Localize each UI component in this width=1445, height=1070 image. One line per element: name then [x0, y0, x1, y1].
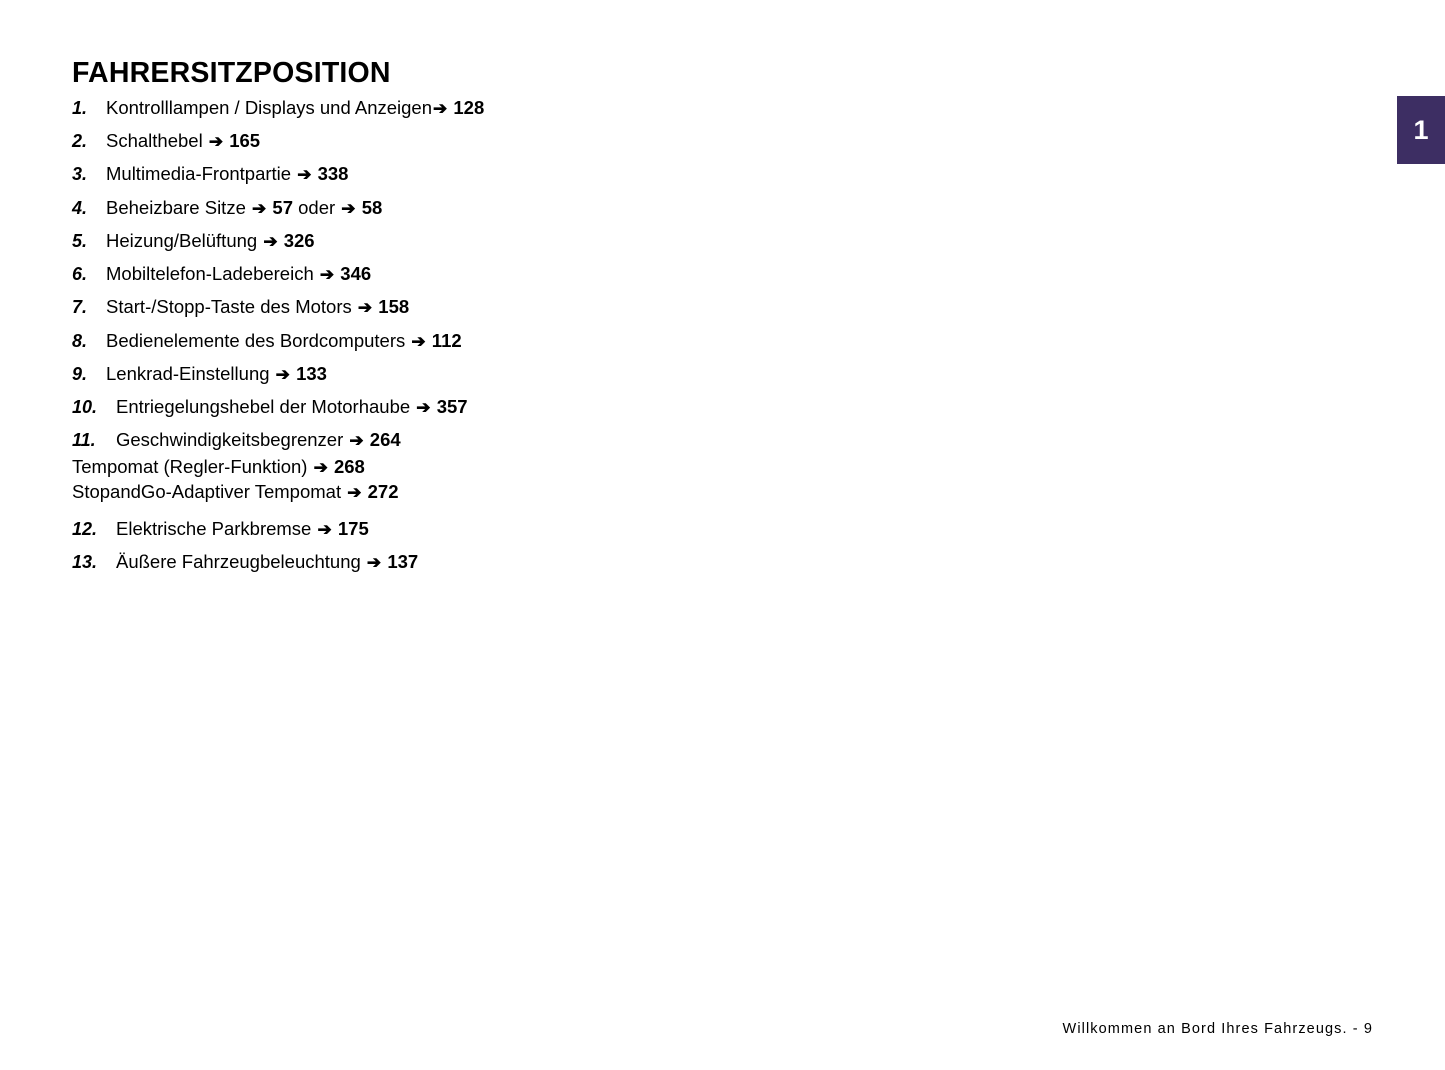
list-item-page: 137: [387, 551, 419, 573]
chapter-number-tab: [1397, 96, 1445, 164]
arrow-icon: ➔: [366, 553, 382, 573]
list-item-number: 8.: [72, 330, 88, 351]
arrow-icon: ➔: [317, 519, 332, 539]
list-item-page-alt: 58: [361, 196, 383, 218]
list-item-label: Geschwindigkeitsbegrenzer: [116, 429, 344, 451]
list-subitem-page: 268: [333, 455, 365, 477]
list-item-sublines: [72, 454, 972, 505]
list-item-label: Start-/Stopp-Taste des Motors: [106, 296, 352, 318]
list-item-number: 6.: [72, 264, 88, 285]
page-title: FAHRERSITZPOSITION: [72, 57, 391, 90]
list-item-label: Äußere Fahrzeugbeleuchtung: [116, 551, 361, 573]
legend-list: [72, 98, 972, 585]
list-item-page: 165: [229, 130, 261, 152]
arrow-icon: ➔: [208, 132, 224, 152]
list-item-page: 338: [317, 163, 349, 185]
list-item-page: 346: [340, 263, 372, 285]
list-item-label: Multimedia-Frontpartie: [106, 163, 292, 185]
list-item: [72, 231, 972, 252]
list-item-number: 7.: [72, 297, 88, 318]
list-item-page: 264: [369, 429, 401, 451]
list-item-page: 133: [296, 362, 327, 384]
list-item-page: 326: [283, 229, 315, 251]
list-item: [72, 98, 972, 119]
list-item: [72, 331, 972, 352]
list-item: [72, 397, 972, 418]
list-item-label: Kontrolllampen / Displays und Anzeigen: [106, 97, 432, 118]
list-item-number: 13.: [72, 552, 98, 573]
list-item-number: 11.: [72, 430, 96, 451]
arrow-icon: ➔: [263, 231, 278, 251]
arrow-icon: ➔: [297, 165, 312, 185]
list-item: [72, 297, 972, 318]
list-item-number: 2.: [72, 131, 88, 152]
list-item-label: Bedienelemente des Bordcomputers: [106, 329, 406, 351]
list-item-label: Heizung/Belüftung: [106, 229, 258, 251]
chapter-number-label: 1: [1413, 114, 1429, 145]
list-item: [72, 364, 972, 385]
arrow-icon: ➔: [341, 198, 356, 218]
arrow-icon: ➔: [357, 298, 373, 318]
list-item-label: Entriegelungshebel der Motorhaube: [116, 395, 411, 417]
list-subitem-label: Tempomat (Regler-Funktion): [72, 455, 308, 477]
list-item-page: 57: [272, 196, 293, 218]
list-item-number: 4.: [72, 197, 88, 218]
list-item-label: Lenkrad-Einstellung: [106, 362, 270, 384]
list-item: [72, 430, 972, 505]
arrow-icon: ➔: [275, 364, 290, 384]
list-item-label: Mobiltelefon-Ladebereich: [106, 263, 314, 285]
list-item-number: 1.: [72, 98, 88, 118]
arrow-icon: ➔: [411, 331, 426, 351]
arrow-icon: ➔: [313, 457, 328, 477]
list-item-label: Schalthebel: [106, 130, 203, 152]
list-item-page: 158: [378, 296, 410, 318]
list-item: [72, 164, 972, 185]
list-item-label: Elektrische Parkbremse: [116, 517, 312, 539]
list-subitem-label: StopandGo-Adaptiver Tempomat: [72, 481, 342, 503]
list-item: [72, 552, 972, 573]
list-item-page: 175: [337, 517, 369, 539]
list-item-number: 5.: [72, 230, 88, 251]
list-item-page: 112: [431, 329, 462, 351]
page-footer: Willkommen an Bord Ihres Fahrzeugs. - 9: [1062, 1021, 1373, 1037]
list-item: [72, 198, 972, 219]
list-item-page: 128: [453, 97, 485, 118]
list-item: [72, 264, 972, 285]
list-item: [72, 131, 972, 152]
arrow-icon: ➔: [433, 99, 448, 118]
list-item-number: 3.: [72, 164, 88, 185]
list-subitem: [72, 479, 972, 505]
list-subitem-page: 272: [367, 481, 399, 503]
list-item-label: Beheizbare Sitze: [106, 196, 246, 218]
list-item-page: 357: [436, 395, 468, 417]
list-item-conjunction: oder: [298, 196, 336, 218]
arrow-icon: ➔: [252, 198, 267, 218]
arrow-icon: ➔: [349, 431, 364, 451]
list-item: [72, 519, 972, 540]
list-item-number: 10.: [72, 396, 98, 417]
list-item-number: 9.: [72, 363, 88, 384]
list-item-number: 12.: [72, 518, 98, 539]
arrow-icon: ➔: [319, 265, 335, 285]
list-subitem: [72, 454, 972, 480]
arrow-icon: ➔: [416, 397, 431, 417]
arrow-icon: ➔: [347, 483, 362, 503]
